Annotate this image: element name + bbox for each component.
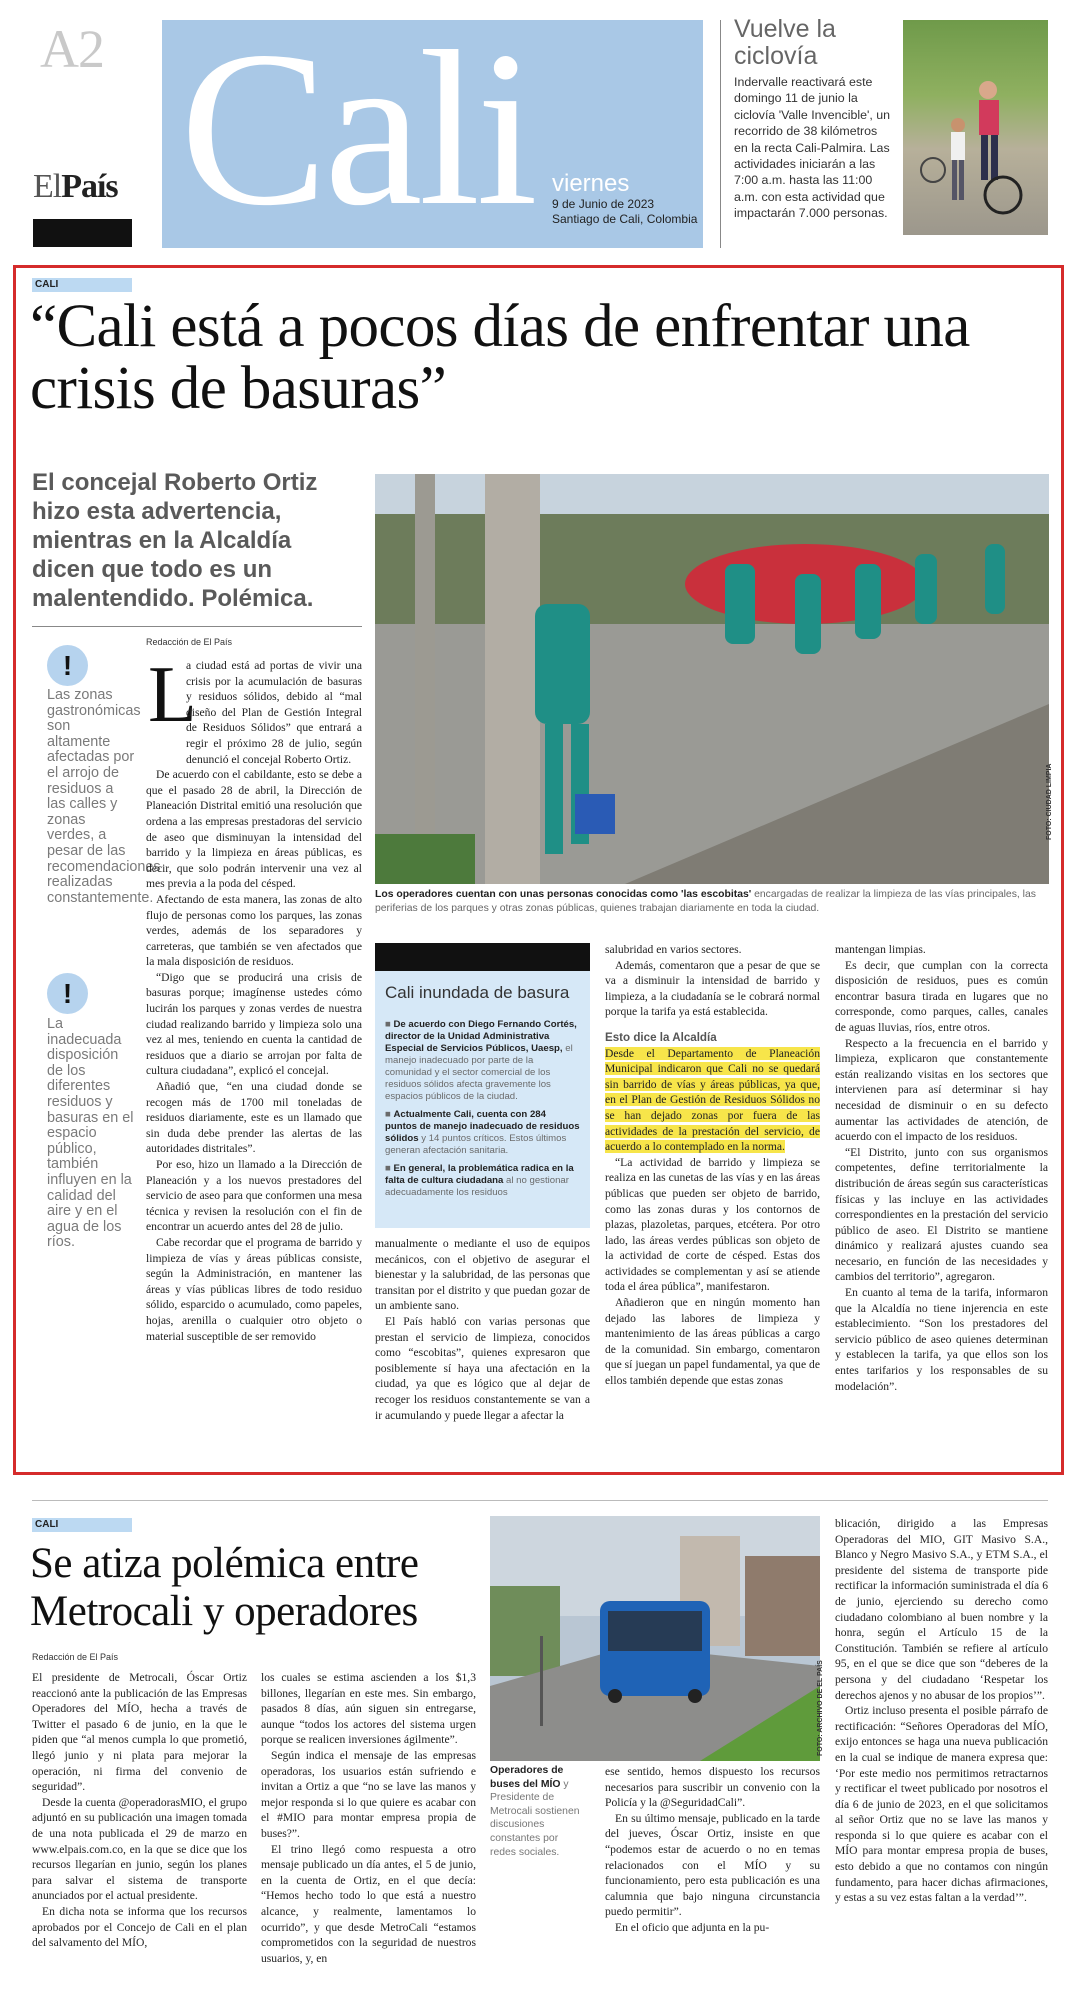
paragraph: El trino llegó como respuesta a otro mensaje publicado un día antes, el 5 de junio, en la cuenta de Ortiz, en el que decía: “Hemos hecho todo lo que está a nuestro alcance, y realmente, lamentamos lo ocurrido”, y que desde MetroCali “estamos comprometidos con la seguridad de nuestros usuarios, y, en xyxy=(261,1842,476,1965)
exclamation-icon: ! xyxy=(47,973,88,1014)
section-name: Cali xyxy=(180,20,534,248)
info-box xyxy=(375,971,590,1228)
issue-place: Santiago de Cali, Colombia xyxy=(552,212,698,226)
paragraph: Ortiz incluso presenta el posible párrafo de rectificación: “Señores Operadoras del MÍO, exijo entonces se haga una nueva publicación en la cual se indique de manera expresa que: ‘Por este medio nos permitimos retractarnos y rectificar el tweet publicado por nosotros el día 6 de junio de 2023, en el que solicitamos al señor Ortiz que no se lave las manos y responda si lo que quiere es acabar con el MÍO para montar empresa propia de buses, esto debido a que no contamos con ningún fundamento, para hacer dichas afirmaciones, y estas a su vez estas faltan a la verdad’”. xyxy=(835,1704,1048,1905)
paragraph: blicación, dirigido a las Empresas Operadoras del MIO, GIT Masivo S.A., Blanco y Negro Masivo S.A., y ETM S.A., el presidente del sistema de transporte pide rectificar la información suministrada el día 6 de junio, ejerciendo su derecho como ciudadano colombiano al buen nombre y la honra, según el Artículo 15 de la Constitución. También se refiere al artículo 95, en el que se dice que son “deberes de la persona y del ciudadano ‘Respetar los derechos ajenos y no abusar de los propios’”. xyxy=(835,1517,1048,1702)
second-column-2 xyxy=(261,1670,476,1966)
info-box-item: ■ Actualmente Cali, cuenta con 284 puntos de manejo inadecuado de residuos sólidos y 14 puntos críticos. Estos últimos generan afectación sanitaria. xyxy=(385,1109,580,1156)
text: y 14 puntos críticos. Estos últimos generan afectación sanitaria. xyxy=(385,1133,567,1156)
paragraph: Por eso, hizo un llamado a la Dirección de Planeación y a los nuevos prestadores del servicio de aseo para que conformen una mesa técnica y revisen la resolución con el fin de encontrar un acuerdo antes del 28 de julio. xyxy=(146,1158,363,1234)
sidebar-note-1: Las zonas gastronómicas son altamente afectadas por el arrojo de residuos a las calles y zonas verdes, a pesar de las recomendaciones realizadas constantemente. xyxy=(47,687,161,906)
promo-text: Indervalle reactivará este domingo 11 de junio la ciclovía 'Valle Invencible', un recorrido de 38 kilómetros en la recta Cali-Palmira. Las actividades iniciarán a las 7:00 a.m. hasta las 11:00 a.m. con esta actividad que impactarán 7.000 personas. xyxy=(734,75,891,221)
issue-date: 9 de Junio de 2023 xyxy=(552,197,655,211)
paragraph: “Digo que se producirá una crisis de basuras porque; imagínense ustedes cómo lucirán los parques y zonas verdes de nuestra ciudad realizando barrido y limpieza solo una vez al mes, teniendo en cuenta la cantidad de residuos que a diario se arrojan por falta de cultura ciudadana”, explicó el concejal. xyxy=(146,970,362,1078)
paragraph: El País habló con varias personas que prestan el servicio de limpieza, conocidos como “escobitas”, quienes expresaron que posiblemente sí haya una afectación en la ciudad, ya que es lógico que al dejar de recoger los residuos constantemente se van a ir acumulando y puede llegar a afectar la xyxy=(375,1314,590,1422)
paragraph: a ciudad está ad portas de vivir una crisis por la acumulación de basuras y residuos sólidos, debido al “mal diseño del Plan de Gestión Integral de Residuos Sólidos” que entrará a regir el próximo 28 de julio, según denunció el concejal Roberto Ortiz. xyxy=(186,659,362,766)
second-column-3 xyxy=(605,1764,820,1936)
highlight-text: Desde el Departamento de Planeación Municipal indicaron que Cali no se quedará sin barrido de vías y áreas públicas, ya que, en el Plan de Gestión de Residuos Sólidos no se han dejado zonas por fuera de las actividades de la prestación del servicio, de acuerdo a lo contemplado en la norma. xyxy=(605,1046,820,1154)
lead-headline: “Cali está a pocos días de enfrentar una crisis de basuras” xyxy=(30,293,970,422)
paragraph: Según indica el mensaje de las empresas operadoras, los usuarios están sufriendo e invitan a Ortiz a que “no se lave las manos y mejor responda si lo que quiere es acabar con el #MIO para montar empresa propia de buses?”. xyxy=(261,1748,476,1840)
promo-divider xyxy=(720,20,721,248)
sidebar-note-2: La inadecuada disposición de los diferentes residuos y basuras en el espacio público, también influyen en la calidad del aire y en el agua de los ríos. xyxy=(47,1016,134,1251)
section-rule xyxy=(32,1500,1048,1501)
paragraph: Es decir, que cumplan con la correcta disposición de residuos, pues es común encontrar basura tirada en lugares que no corresponde, como parques, calles, canales de aguas lluvias, ríos, entre otros. xyxy=(835,958,1048,1034)
logo-pais: País xyxy=(61,168,118,205)
second-section-tag: CALI xyxy=(32,1518,132,1532)
info-box-item: ■ En general, la problemática radica en la falta de cultura ciudadana al no gestionar adecuadamente los residuos xyxy=(385,1163,574,1198)
paragraph: Cabe recordar que el programa de barrido y limpieza de vías y áreas públicas consiste, según la Administración, en mantener las áreas y vías públicas libres de todo residuo sólido, esparcido o acumulado, como papeles, hojas, arenilla o cualquier otro objeto o material susceptible de ser removido xyxy=(146,1235,362,1343)
promo-photo xyxy=(903,20,1048,235)
paragraph: los cuales se estima ascienden a los $1,3 billones, llegarían en este mes. Sin embargo, pasados 8 días, aún siguen sin entregarse, aunque “todos los actores del sistema urgen porque se realicen inversiones ágilmente”. xyxy=(261,1671,476,1747)
bold-text: De acuerdo con Diego Fernando Cortés, director de la Unidad Administrativa Especial de Servicios Públicos, Uaesp, xyxy=(385,1019,577,1054)
paragraph: Afectando de esta manera, las zonas de alto flujo de personas como los parques, las zonas verdes, además de los separadores y carreteras, que también se ven afectados que la mala disposición de residuos. xyxy=(146,892,362,969)
info-box-item: ■ De acuerdo con Diego Fernando Cortés, director de la Unidad Administrativa Especial de Servicios Públicos, Uaesp, el manejo inadecuado por parte de la comunidad y el sector comercial de los residuos sólidos afecta gravemente los espacios públicos de la ciudad. xyxy=(385,1019,577,1102)
paragraph: salubridad en varios sectores. xyxy=(605,943,742,956)
bus-photo-caption xyxy=(490,1764,585,1859)
issue-day: viernes xyxy=(552,170,630,197)
paragraph: Añadió que, “en una ciudad donde se recogen más de 1700 mil toneladas de residuos diariamente, este es un llamado que sin duda debe prender las alertas de las autoridades distritales”. xyxy=(146,1080,362,1156)
second-headline: Se atiza polémica entre Metrocali y operadores xyxy=(30,1540,419,1635)
caption-bold: Operadores de buses del MÍO xyxy=(490,1765,564,1790)
paragraph: En el oficio que adjunta en la pu- xyxy=(615,1920,770,1934)
paragraph: Respecto a la frecuencia en el barrido y limpieza, explicaron que constantemente están realizando visitas en los sectores que intervienen para así determinar si hay necesidad de disminuir o en su defecto aumentar las actividades de atención, de acuerdo con el impacto de los residuos. xyxy=(835,1036,1048,1144)
paragraph: “El Distrito, junto con sus organismos competentes, define territorialmente la distribución de áreas según sus características físicas y las incluye en las actividades correspondientes en la prestación del servicio público de aseo. El Distrito se mantiene dinámico y realizará ajustes cuando sea necesario, en función de las necesidades y cambios del territorio”, agregaron. xyxy=(835,1145,1048,1284)
bus-photo xyxy=(490,1516,820,1761)
second-column-4 xyxy=(835,1516,1048,1906)
bus-photo-credit: FOTO: ARCHIVO DE EL PAÍS xyxy=(817,1660,824,1756)
paragraph: manualmente o mediante el uso de equipos mecánicos, con el objetivo de asegurar el bienestar y la salubridad, de las personas que transitan por el distrito y que puedan gozar de un ambiente sano. xyxy=(375,1237,590,1313)
second-byline: Redacción de El País xyxy=(32,1652,119,1662)
paragraph: De acuerdo con el cabildante, esto se debe a que el pasado 28 de abril, la Dirección de Planeación Distrital emitió una resolución que ordena a las empresas prestadoras del servicio de aseo que disminuyan la intensidad del barrido y la limpieza en áreas públicas, es decir, que solo podrán intervenir una vez al mes previa a la poda del césped. xyxy=(146,768,362,891)
paragraph: En cuanto al tema de la tarifa, informaron que la Alcaldía no tiene injerencia en este establecimiento. “Son los prestadores del servicio público de aseo quienes determinan y establecen la tarifa, ya que ellos son los entes tarifarios y los responsables de su modelación”. xyxy=(835,1286,1048,1393)
lead-photo-caption xyxy=(375,888,1050,916)
logo-el: El xyxy=(33,168,62,205)
caption-bold: Los operadores cuentan con unas personas conocidas como 'las escobitas' xyxy=(375,889,752,900)
subhead-rule xyxy=(32,626,362,627)
caption-rest: encargadas de realizar la limpieza de las vías principales, las periferias de los parques y otras zonas públicas, quienes trabajan diariamente en toda la ciudad. xyxy=(375,889,1036,914)
paragraph: Añadieron que en ningún momento han dejado las labores de limpieza y mantenimiento de las áreas públicas a cargo de la comunidad. Sin embargo, comentaron que sí juegan un papel fundamental, ya que de ellos también depende que estas zonas xyxy=(605,1296,820,1388)
text: al no gestionar adecuadamente los residuos xyxy=(385,1175,569,1198)
lead-column-1 xyxy=(146,658,362,1344)
section-subtitle: Esto dice la Alcaldía xyxy=(605,1030,717,1044)
second-column-1 xyxy=(32,1670,247,1951)
section-banner xyxy=(162,20,703,248)
paragraph: El presidente de Metrocali, Óscar Ortiz reaccionó ante la publicación de las Empresas Operadores del MÍO, hecha a través de Twitter el pasado 6 de junio, en la que le piden que “al menos cumpla lo que prometió, llegó junio y ni plata para mejorar la operación, ni firma del convenio de seguridad”. xyxy=(32,1671,247,1794)
paragraph: Además, comentaron que a pesar de que se va a disminuir la intensidad de barrido y limpieza, a la ciudadanía se le cobrará normal porque la tarifa ya está establecida. xyxy=(605,958,820,1019)
info-box-bar xyxy=(375,943,590,971)
paragraph: En su último mensaje, publicado en la tarde del jueves, Óscar Ortiz, insiste en que “podemos estar de acuerdo o no en temas relacionados con el MÍO y su funcionamiento, pero esta publicación es una calumnia que bajo ninguna circunstancia puedo permitir”. xyxy=(605,1811,820,1919)
info-box-title: Cali inundada de basura xyxy=(385,983,570,1002)
exclamation-icon: ! xyxy=(47,645,88,686)
bold-text: Actualmente Cali, cuenta con 284 puntos de manejo inadecuado de residuos sólidos xyxy=(385,1109,580,1144)
paragraph: En dicha nota se informa que los recursos aprobados por el Concejo de Cali en el plan del salvamento del MÍO, xyxy=(32,1904,247,1950)
paragraph: “La actividad de barrido y limpieza se realiza en las cunetas de las vías y en las áreas públicas que pueden ser objeto de barrido, como las zonas duras y los contornos de plazas, plazoletas, parques, etcétera. Por otro lado, las áreas verdes públicas son objeto de la actividad de corte de césped. Estas dos actividades se complementan y así se atiende toda el área pública”, manifestaron. xyxy=(605,1155,820,1294)
paragraph: Desde la cuenta @operadorasMIO, el grupo adjuntó en su publicación una imagen tomada de una nota publicada el 29 de marzo en www.elpais.com.co, en la que se dice que los recursos llegarían en junio, según los planes para salvar el sistema de transporte anunciados por el actual presidente. xyxy=(32,1795,247,1903)
caption-rest: y Presidente de Metrocali sostienen discusiones constantes por redes sociales. xyxy=(490,1778,580,1858)
lead-column-3 xyxy=(605,942,820,1389)
paragraph: mantengan limpias. xyxy=(835,943,926,956)
logo xyxy=(33,168,118,206)
drop-cap: L xyxy=(148,651,197,739)
promo-title: Vuelve la ciclovía xyxy=(734,15,836,70)
lead-subhead: El concejal Roberto Ortiz hizo esta advertencia, mientras en la Alcaldía dicen que todo es un malentendido. Polémica. xyxy=(32,469,318,612)
bold-text: En general, la problemática radica en la falta de cultura ciudadana xyxy=(385,1163,574,1186)
lead-column-2 xyxy=(375,1236,590,1423)
page-number: A2 xyxy=(40,19,104,79)
lead-photo-credit: FOTO: CIUDAD LIMPIA xyxy=(1046,763,1053,840)
text: el manejo inadecuado por parte de la comunidad y el sector comercial de los residuos sólidos afecta gravemente los espacios públicos de la ciudad. xyxy=(385,1043,573,1102)
paragraph: ese sentido, hemos dispuesto los recursos necesarios para suscribir un convenio con la Policía y la @SeguridadCali”. xyxy=(605,1765,820,1810)
logo-bar xyxy=(33,219,132,247)
lead-section-tag: CALI xyxy=(32,278,132,292)
lead-column-4 xyxy=(835,942,1048,1394)
lead-byline: Redacción de El País xyxy=(146,637,233,647)
highlighted-paragraph xyxy=(605,1046,820,1155)
lead-photo xyxy=(375,474,1049,884)
